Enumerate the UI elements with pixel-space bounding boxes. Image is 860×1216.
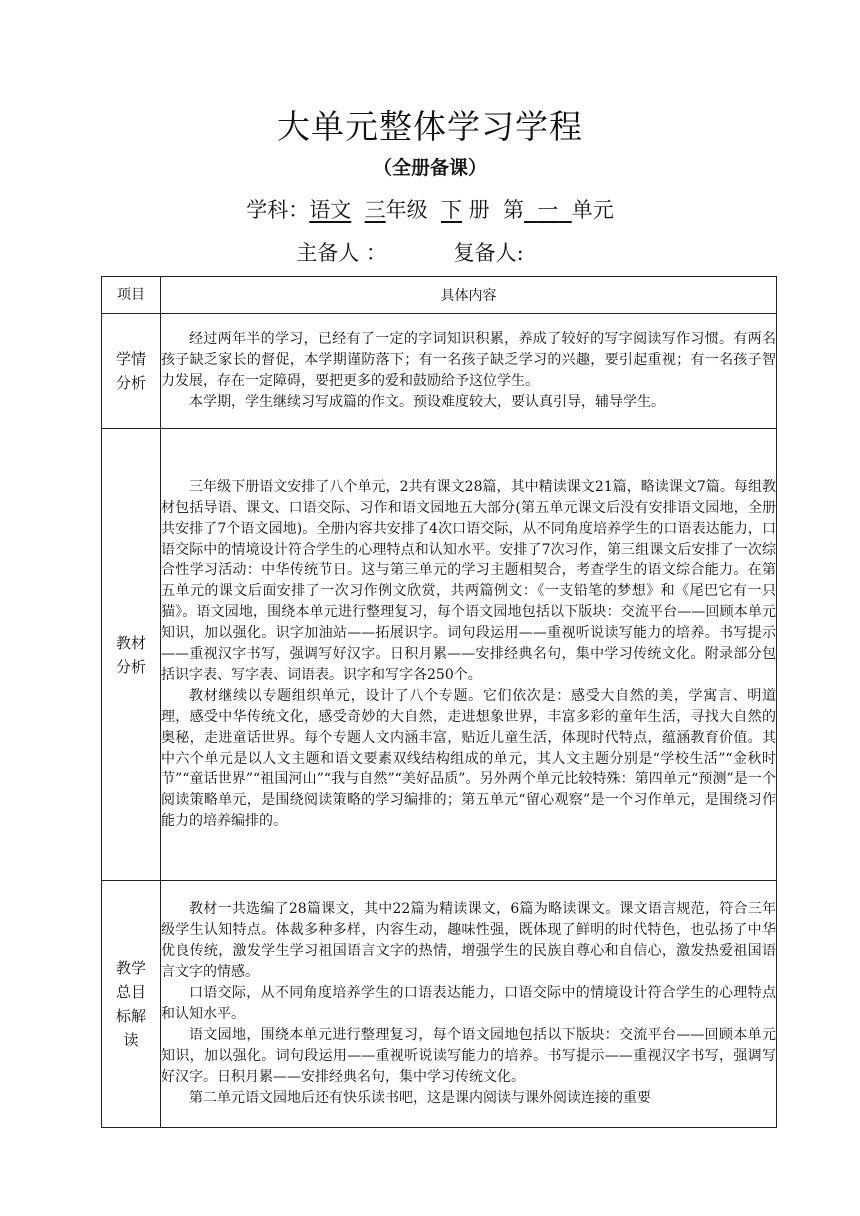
row-content xyxy=(161,881,777,1128)
volume-label: 册 xyxy=(468,198,490,222)
header-item: 项目 xyxy=(102,277,161,314)
subject-prefix: 学科： xyxy=(246,198,310,222)
main-preparer-label: 主备人 ： xyxy=(296,241,387,265)
row-label: 学情 分析 xyxy=(102,314,161,429)
paragraph: 教材一共选编了28篇课文，其中22篇为精读课文，6篇为略读课文。课文语言规范，符合三年级学生认知特点。体裁多种多样，内容生动，趣味性强，既体现了鲜明的时代特色，也弘扬了中华优良传统，激发学生学习祖国语言文字的热情，增强学生的民族自尊心和自信心，激发热爱祖国语言文字的情感。 xyxy=(161,901,776,981)
unit-label: 单元 xyxy=(571,198,614,222)
row-content xyxy=(161,314,777,429)
co-preparer-label: 复备人: xyxy=(453,241,524,265)
paragraph: 本学期，学生继续习写成篇的作文。预设难度较大，要认真引导，辅导学生。 xyxy=(189,393,665,410)
paragraph: 三年级下册语文安排了八个单元，2共有课文28篇，其中精读课文21篇，略读课文7篇。每组教材包括导语、课文、口语交际、习作和语文园地五大部分(第五单元课文后没有安排语文园地，全册共安排了7个语文园地)。全册内容共安排了4次口语交际，从不同角度培养学生的口语表达能力，口语交际中的情境设计符合学生的心理特点和认知水平。安排了7次习作，第三组课文后安排了一次综合性学习活动：中华传统节日。这与第三单元的学习主题相契合，考查学生的语文综合能力。在第五单元的课文后面安排了一次习作例文欣赏，共两篇例文：《一支铅笔的梦想》和《尾巴它有一只猫》。语文园地，围绕本单元进行整理复习，每个语文园地包括以下版块：交流平台——回顾本单元知识，加以强化。识字加油站——拓展识字。词句段运用——重视听说读写能力的培养。书写提示——重视汉字书写，强调写好汉字。日积月累——安排经典名句，集中学习传统文化。附录部分包括识字表、写字表、词语表。识字和写字各250个。 xyxy=(161,478,776,683)
document-subtitle: （全册备课） xyxy=(372,157,487,179)
grade-label: 年级 xyxy=(385,198,428,222)
paragraph: 第二单元语文园地后还有快乐读书吧，这是课内阅读与课外阅读连接的重要 xyxy=(189,1089,651,1106)
unit-value: 一 xyxy=(537,198,559,222)
subject-value: 语文 xyxy=(309,198,352,222)
row-content xyxy=(161,429,777,881)
paragraph: 语文园地，围绕本单元进行整理复习，每个语文园地包括以下版块：交流平台——回顾本单元知识，加以强化。词句段运用——重视听说读写能力的培养。书写提示——重视汉字书写，强调写好汉字。日积月累——安排经典名句，集中学习传统文化。 xyxy=(161,1026,776,1085)
paragraph: 口语交际，从不同角度培养学生的口语表达能力，口语交际中的情境设计符合学生的心理特点和认知水平。 xyxy=(161,985,776,1022)
lesson-plan-table xyxy=(101,276,777,1128)
paragraph: 教材继续以专题组织单元，设计了八个专题。它们依次是：感受大自然的美，学寓言、明道理，感受中华传统文化，感受奇妙的大自然，走进想象世界，丰富多彩的童年生活，寻找大自然的奥秘，走进童话世界。每个专题人文内涵丰富，贴近儿童生活，体现时代特点，蕴涵教育价值。其中六个单元是以人文主题和语文要素双线结构组成的单元，其人文主题分别是“学校生活”“金秋时节”“童话世界”“祖国河山”“我与自然”“美好品质”。另外两个单元比较特殊：第四单元“预测”是一个阅读策略单元，是围绕阅读策略的学习编排的；第五单元“留心观察”是一个习作单元，是围绕习作能力的培养编排的。 xyxy=(161,687,776,830)
paragraph: 经过两年半的学习，已经有了一定的字词知识积累，养成了较好的写字阅读写作习惯。有两名孩子缺乏家长的督促，本学期谨防落下；有一名孩子缺乏学习的兴趣，要引起重视；有一名孩子智力发展，存在一定障碍，要把更多的爱和鼓励给予这位学生。 xyxy=(161,331,776,389)
header-content: 具体内容 xyxy=(161,277,777,314)
document-title: 大单元整体学习学程 xyxy=(277,107,583,146)
table-row-textbook-analysis xyxy=(102,429,777,881)
preparers-line xyxy=(0,238,860,268)
table-row-student-analysis xyxy=(102,314,777,429)
row-label: 教学 总目 标解 读 xyxy=(102,881,161,1128)
table-header-row xyxy=(102,277,777,314)
table-row-teaching-goals xyxy=(102,881,777,1128)
unit-prefix: 第 xyxy=(503,198,525,222)
volume-value: 下 xyxy=(440,198,462,222)
grade-number: 三 xyxy=(364,198,386,222)
row-label: 教材 分析 xyxy=(102,429,161,881)
course-info-line xyxy=(0,195,860,225)
